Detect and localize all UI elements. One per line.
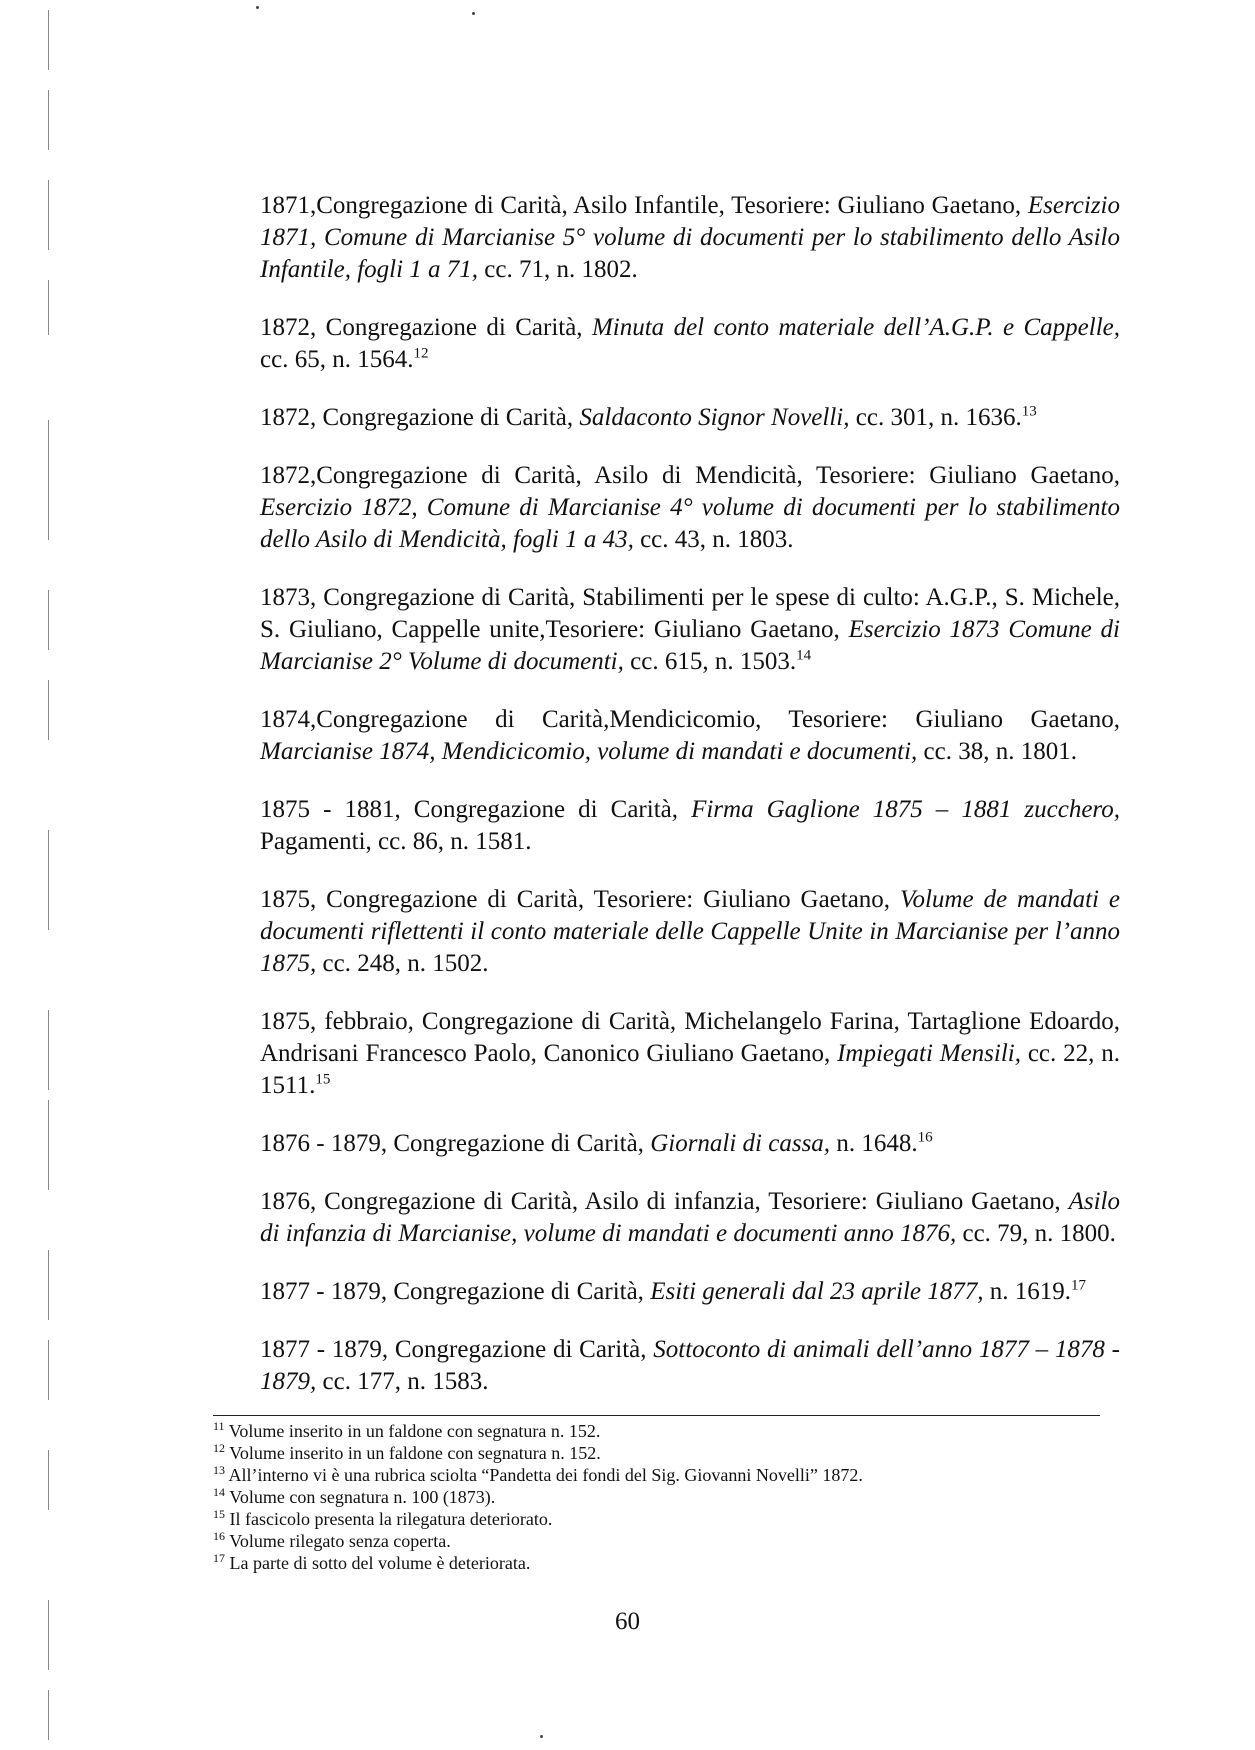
entry-reference: cc. 301, n. 1636. (849, 404, 1022, 431)
footnote-marker: 17 (1071, 1277, 1087, 1294)
entry-title: Sottoconto di animali dell’anno 1877 – 1878 - 1879, (260, 1336, 1121, 1395)
scan-speck (256, 6, 259, 9)
scan-edge-line (48, 180, 49, 250)
footnote-separator (213, 1415, 1100, 1416)
entry-title: Saldaconto Signor Novelli, (579, 404, 850, 431)
archive-entry (260, 460, 1120, 556)
footnote (213, 1486, 1113, 1508)
entry-title: Esercizio 1873 Comune di Marcianise 2° Volume di documenti, (260, 616, 1120, 675)
entry-title: Impiegati Mensili, (837, 1040, 1021, 1067)
entry-text: 1874,Congregazione di Carità,Mendicicomio, Tesoriere: Giuliano Gaetano, (260, 706, 1120, 733)
archive-entry (260, 312, 1120, 376)
footnote-number: 13 (213, 1463, 225, 1477)
entry-title: Esercizio 1872, Comune di Marcianise 4° volume di documenti per lo stabilimento dello Asilo di Mendicità, fogli 1 a 43, (260, 494, 1120, 553)
archive-entry (260, 704, 1120, 768)
entry-reference: cc. 38, n. 1801. (917, 738, 1077, 765)
entry-text: 1872, Congregazione di Carità, (260, 314, 592, 341)
entry-text: 1872,Congregazione di Carità, Asilo di Mendicità, Tesoriere: Giuliano Gaetano, (260, 462, 1120, 489)
entry-reference: Pagamenti, cc. 86, n. 1581. (260, 828, 532, 855)
footnote-number: 15 (213, 1507, 225, 1521)
footnote (213, 1552, 1113, 1574)
archive-entry (260, 1128, 1120, 1160)
entry-reference: cc. 79, n. 1800. (956, 1220, 1116, 1247)
entry-title: Firma Gaglione 1875 – 1881 zucchero, (691, 796, 1120, 823)
footnote-marker: 13 (1021, 403, 1037, 420)
footnote-number: 17 (213, 1551, 225, 1565)
archive-entry (260, 1006, 1120, 1102)
scan-edge-line (48, 420, 49, 540)
footnote-marker: 14 (796, 647, 812, 664)
footnote-number: 16 (213, 1529, 225, 1543)
entry-text: 1873, Congregazione di Carità, Stabilimenti per le spese di culto: A.G.P., S. Michele, S. Giuliano, Cappelle unite,Tesoriere: Giuliano Gaetano, (260, 584, 1120, 643)
scan-edge-line (48, 280, 49, 335)
footnote-text: Volume rilegato senza coperta. (229, 1531, 451, 1551)
entry-text: 1875 - 1881, Congregazione di Carità, (260, 796, 692, 823)
entry-reference: cc. 248, n. 1502. (316, 950, 489, 977)
scan-edge-line (48, 830, 49, 930)
footnote-text: Volume con segnatura n. 100 (1873). (229, 1487, 496, 1507)
entry-reference: cc. 177, n. 1583. (316, 1368, 489, 1395)
footnote (213, 1442, 1113, 1464)
entry-text: 1875, febbraio, Congregazione di Carità, Michelangelo Farina, Tartaglione Edoardo, Andrisani Francesco Paolo, Canonico Giuliano Gaetano, (260, 1008, 1120, 1067)
footnote-text: Il fascicolo presenta la rilegatura deteriorato. (229, 1509, 553, 1529)
footnote-marker: 15 (315, 1071, 331, 1088)
scan-edge-line (48, 1010, 49, 1090)
scan-edge-line (48, 10, 49, 70)
archive-entry (260, 190, 1120, 286)
footnotes (213, 1420, 1113, 1574)
footnote-number: 12 (213, 1441, 225, 1455)
footnote (213, 1464, 1113, 1486)
archive-entry (260, 582, 1120, 678)
entry-reference: cc. 65, n. 1564. (260, 346, 414, 373)
scan-speck (472, 12, 475, 15)
entry-text: 1876, Congregazione di Carità, Asilo di infanzia, Tesoriere: Giuliano Gaetano, (260, 1188, 1069, 1215)
footnote-text: Volume inserito in un faldone con segnatura n. 152. (228, 1421, 601, 1441)
footnote-text: Volume inserito in un faldone con segnatura n. 152. (229, 1443, 601, 1463)
footnote-marker: 12 (413, 345, 429, 362)
entry-text: 1876 - 1879, Congregazione di Carità, (260, 1130, 651, 1157)
archive-entries (260, 190, 1120, 1424)
archive-entry (260, 794, 1120, 858)
archive-entry (260, 402, 1120, 434)
scan-edge-line (48, 590, 49, 650)
scan-edge-line (48, 1250, 49, 1320)
entry-title: Minuta del conto materiale dell’A.G.P. e Cappelle, (591, 314, 1120, 341)
footnote-number: 11 (213, 1419, 225, 1433)
entry-reference: cc. 43, n. 1803. (633, 526, 794, 553)
entry-text: 1875, Congregazione di Carità, Tesoriere: Giuliano Gaetano, (260, 886, 900, 913)
entry-reference: cc. 71, n. 1802. (478, 256, 638, 283)
footnote (213, 1530, 1113, 1552)
entry-title: Esiti generali dal 23 aprile 1877, (650, 1278, 984, 1305)
archive-entry (260, 1276, 1120, 1308)
entry-reference: cc. 615, n. 1503. (623, 648, 797, 675)
footnote-marker: 16 (917, 1129, 933, 1146)
footnote-number: 14 (213, 1485, 225, 1499)
footnote-text: All’interno vi è una rubrica sciolta “Pandetta dei fondi del Sig. Giovanni Novelli” 1872. (228, 1465, 863, 1485)
scan-edge-line (48, 1450, 49, 1510)
scan-edge-line (48, 90, 49, 150)
footnote (213, 1508, 1113, 1530)
footnote-text: La parte di sotto del volume è deteriorata. (229, 1553, 531, 1573)
scan-edge-line (48, 1690, 49, 1740)
scan-edge-line (48, 1340, 49, 1400)
archive-entry (260, 1186, 1120, 1250)
entry-title: Giornali di cassa, (650, 1130, 831, 1157)
entry-text: 1877 - 1879, Congregazione di Carità, (260, 1336, 654, 1363)
archive-entry (260, 884, 1120, 980)
entry-reference: cc. 22, n. 1511. (260, 1040, 1120, 1099)
entry-title: Asilo di infanzia di Marcianise, volume di mandati e documenti anno 1876, (260, 1188, 1120, 1247)
footnote (213, 1420, 1113, 1442)
entry-reference: n. 1648. (830, 1130, 918, 1157)
entry-text: 1871,Congregazione di Carità, Asilo Infantile, Tesoriere: Giuliano Gaetano, (260, 192, 1028, 219)
entry-title: Marcianise 1874, Mendicicomio, volume di mandati e documenti, (260, 738, 918, 765)
entry-title: Volume de mandati e documenti riflettenti il conto materiale delle Cappelle Unite in Marcianise per l’anno 1875, (260, 886, 1120, 977)
scan-edge-line (48, 680, 49, 740)
entry-reference: n. 1619. (983, 1278, 1072, 1305)
archive-entry (260, 1334, 1120, 1398)
entry-text: 1872, Congregazione di Carità, (260, 404, 580, 431)
entry-text: 1877 - 1879, Congregazione di Carità, (260, 1278, 651, 1305)
scan-edge-line (48, 1100, 49, 1190)
scan-speck (540, 1735, 543, 1738)
entry-title: Esercizio 1871, Comune di Marcianise 5° volume di documenti per lo stabilimento dello Asilo Infantile, fogli 1 a 71, (260, 192, 1120, 283)
page-number: 60 (615, 1608, 640, 1635)
